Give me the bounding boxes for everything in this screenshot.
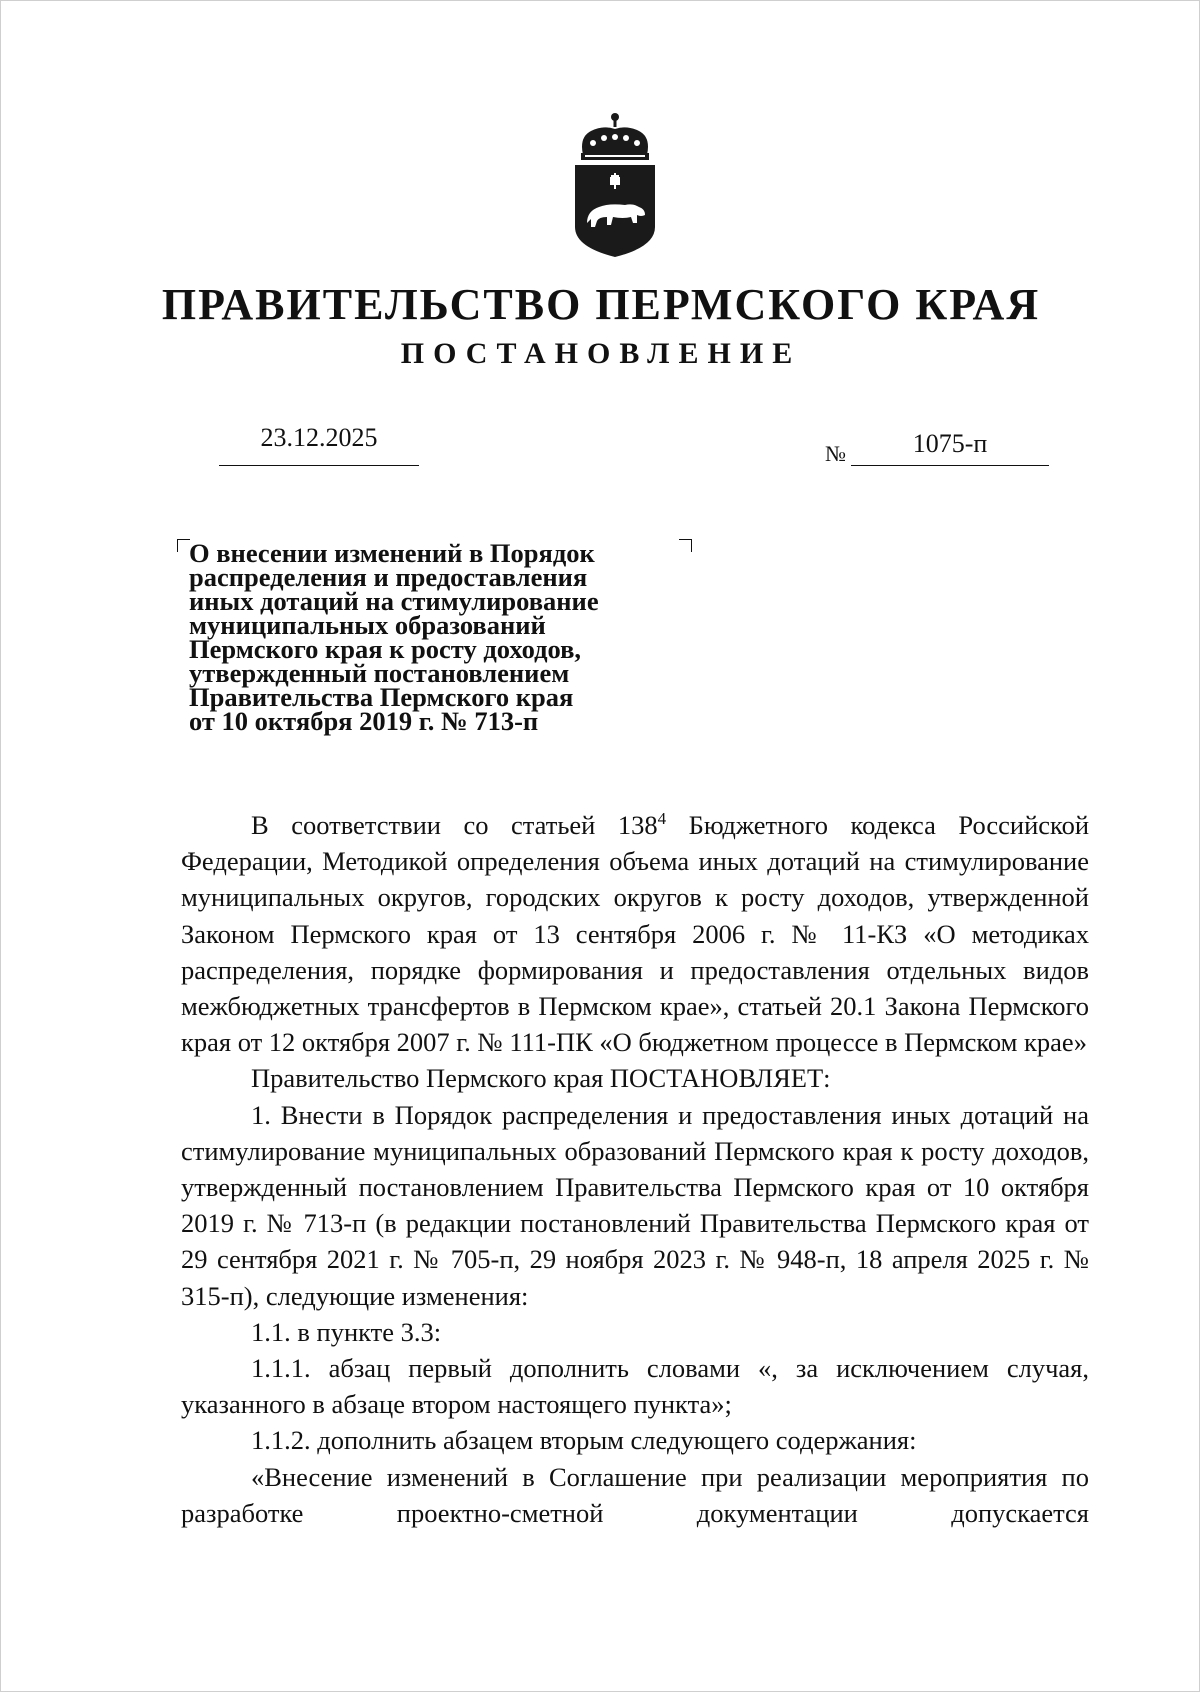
body-paragraph-item-1-1: 1.1. в пункте 3.3: [251,1316,442,1347]
document-type: ПОСТАНОВЛЕНИЕ [400,337,802,370]
heading-line: О внесении изменений в Порядок [189,538,595,568]
heading-line: Пермского края к росту доходов, [189,634,582,664]
body-paragraph-item-1-1-1: 1.1.1. абзац первый дополнить словами «, за исключением случая, указанного в абзаце втором настоящего пункта»; [181,1353,1089,1420]
document-number: 1075-п [912,429,988,458]
body-paragraph-preamble [181,807,1089,1060]
organization-title: ПРАВИТЕЛЬСТВО ПЕРМСКОГО КРАЯ [161,280,1041,329]
heading-line: от 10 октября 2019 г. № 713-п [189,706,539,736]
preamble-text-rest: Бюджетного кодекса Российской Федерации, Методикой определения объема иных дотаций на стимулирование муниципальных округов, городских округов к росту доходов, утвержденной Законом Пермского края от 13 сентября 2006 г. № 11-КЗ «О методиках распределения, порядке формирования и предоставления отдельных видов межбюджетных трансфертов в Пермском крае», статьей 20.1 Закона Пермского края от 12 октября 2007 г. № 111-ПК «О бюджетном процессе в Пермском крае» [181,810,1090,1058]
body-paragraph-resolves: Правительство Пермского края ПОСТАНОВЛЯЕТ: [251,1063,831,1094]
heading-line: Правительства Пермского края [189,682,574,712]
number-sign: № [825,441,846,466]
article-superscript: 4 [657,809,667,829]
heading-line: иных дотаций на стимулирование [189,586,599,616]
heading-line: распределения и предоставления [189,562,588,592]
body-paragraph-item-1-1-2: 1.1.2. дополнить абзацем вторым следующего содержания: [251,1425,917,1456]
document-date: 23.12.2025 [260,423,378,452]
heading-corner-top-right [679,539,692,552]
body-paragraph-item-1: 1. Внести в Порядок распределения и предоставления иных дотаций на стимулирование муниципальных образований Пермского края к росту доходов, утвержденный постановлением Правительства Пермского края от 10 октября 2019 г. № 713-п (в редакции постановлений Правительства Пермского края от 29 сентября 2021 г. № 705-п, 29 ноября 2023 г. № 948-п, 18 апреля 2025 г. № 315-п), следующие изменения: [181,1099,1089,1311]
body-paragraph-quote: «Внесение изменений в Соглашение при реализации мероприятия по разработке проектно-сметной документации допускается [181,1461,1089,1528]
document-heading [189,538,659,736]
document-date-field [219,421,419,466]
perm-krai-coat-of-arms-icon [569,111,661,261]
preamble-text-start: В соответствии со статьей 138 [251,810,658,840]
document-number-field [851,427,1049,466]
heading-line: муниципальных образований [189,610,546,640]
document-body [181,807,1089,1531]
heading-line: утвержденный постановлением [189,658,570,688]
